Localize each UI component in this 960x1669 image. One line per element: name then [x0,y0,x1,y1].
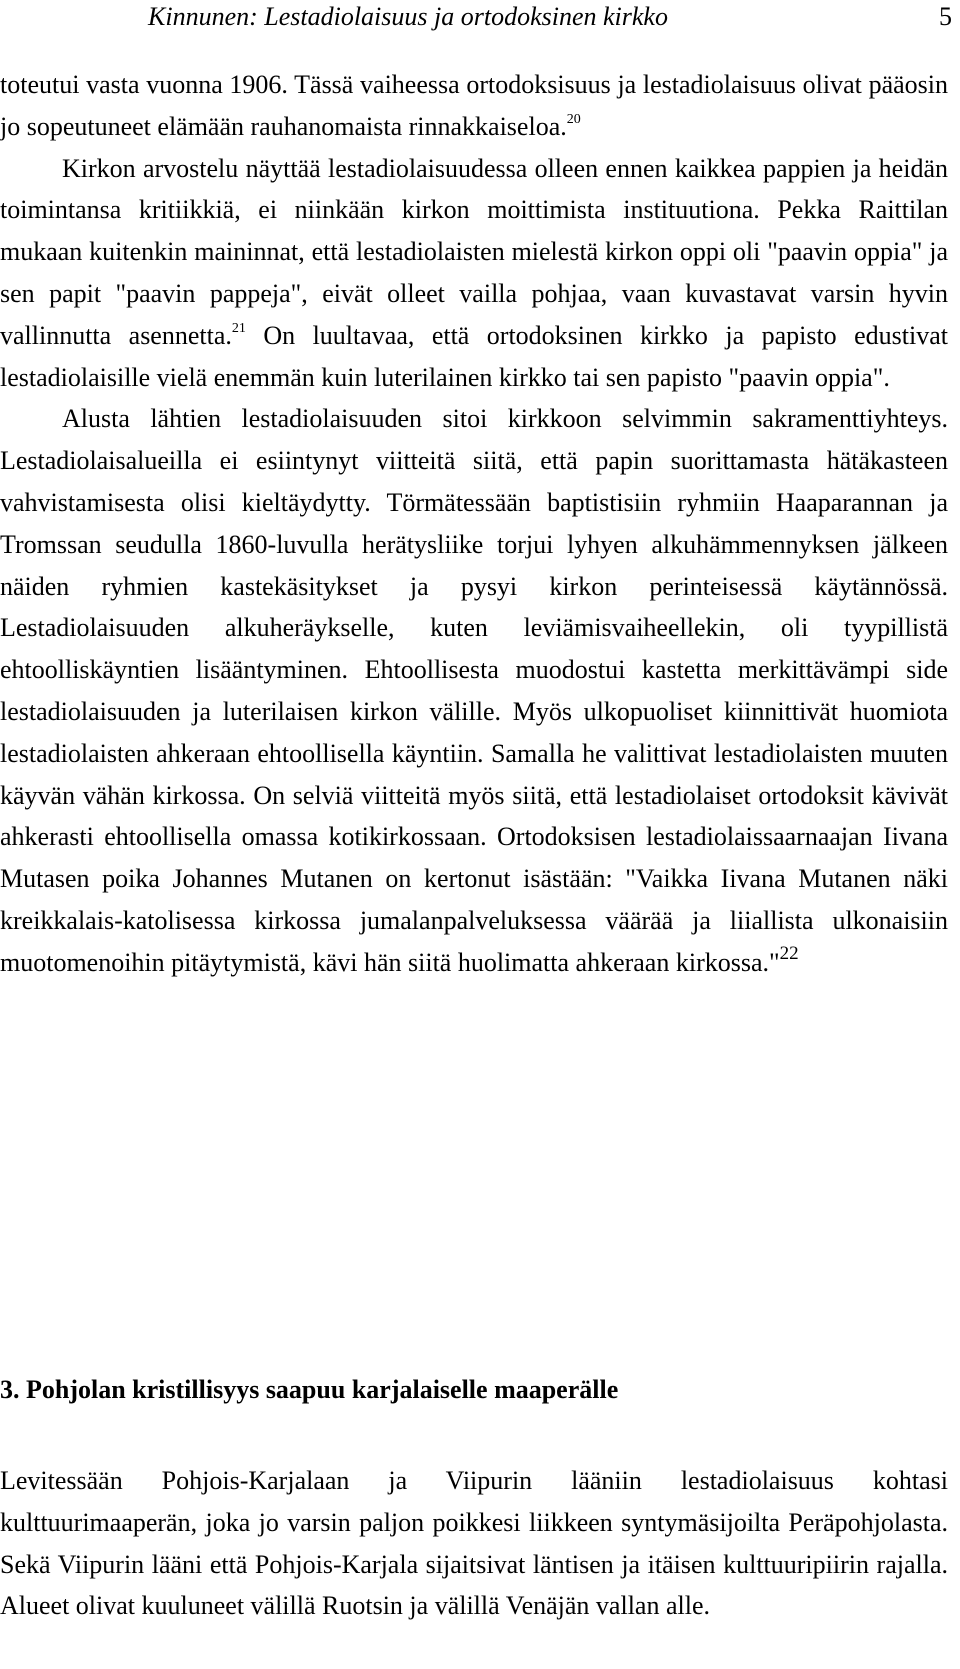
running-header [0,2,960,38]
paragraph-2-text-b: On luultavaa, että ortodoksinen kirkko ja papisto edustivat lestadiolaisille vielä enemmän kuin luterilainen kirkko tai sen papisto "paavin oppia". [0,320,948,392]
paragraph-2 [0,148,948,399]
paragraph-1-text: toteutui vasta vuonna 1906. Tässä vaiheessa ortodoksisuus ja lestadiolaisuus olivat pääosin jo sopeutuneet elämään rauhanomaista rinnakkaiseloa. [0,70,948,141]
page-number: 5 [939,2,952,31]
running-title: Kinnunen: Lestadiolaisuus ja ortodoksinen kirkko [148,2,668,31]
footnote-ref-21: 21 [231,320,246,336]
paragraph-3 [0,398,948,983]
section-heading: 3. Pohjolan kristillisyys saapuu karjalaiselle maaperälle [0,1375,619,1404]
footnote-ref-20: 20 [566,111,581,127]
section-paragraph: Levitessään Pohjois-Karjalaan ja Viipurin lääniin lestadiolaisuus kohtasi kulttuurimaaperän, joka jo varsin paljon poikkesi liikkeen syntymäsijoilta Peräpohjolasta. Sekä Viipurin lääni että Pohjois-Karjala sijaitsivat läntisen ja itäisen kulttuuripiirin rajalla. Alueet olivat kuuluneet välillä Ruotsin ja välillä Venäjän vallan alle. [0,1466,948,1621]
body-text [0,64,948,984]
section-body-text [0,1460,948,1627]
paragraph-2-text-a: Kirkon arvostelu näyttää lestadiolaisuudessa olleen ennen kaikkea pappien ja heidän toimintansa kritiikkiä, ei niinkään kirkon moittimista instituutiona. Pekka Raittilan mukaan kuitenkin maininnat, että lestadiolaisten mielestä kirkon oppi oli "paavin oppia" ja sen papit "paavin pappeja", eivät olleet vailla pohjaa, vaan kuvastavat varsin hyvin vallinnutta asennetta. [0,153,948,350]
paragraph-3-text: Alusta lähtien lestadiolaisuuden sitoi kirkkoon selvimmin sakramenttiyhteys. Lestadiolaisalueilla ei esiintynyt viitteitä siitä, että papin suorittamasta hätäkasteen vahvistamisesta olisi kieltäydytty. Törmätessään baptistisiin ryhmiin Haaparannan ja Tromssan seudulla 1860-luvulla herätysliike torjui lyhyen alkuhämmennyksen jälkeen näiden ryhmien kastekäsitykset ja pysyi kirkon perinteisessä käytännössä. Lestadiolaisuuden alkuheräykselle, kuten leviämisvaiheellekin, oli tyypillistä ehtoolliskäyntien lisääntyminen. Ehtoollisesta muodostui kastetta merkittävämpi side lestadiolaisuuden ja luterilaisen kirkon välille. Myös ulkopuoliset kiinnittivät huomiota lestadiolaisten ahkeraan ehtoollisella käyntiin. Samalla he valittivat lestadiolaisten muuten käyvän vähän kirkossa. On selviä viitteitä myös siitä, että lestadiolaiset ortodoksit kävivät ahkerasti ehtoollisella omassa kotikirkossaan. Ortodoksisen lestadiolaissaarnaajan Iivana Mutasen poika Johannes Mutanen on kertonut isästään: "Vaikka Iivana Mutanen näki kreikkalais-katolisessa kirkossa jumalanpalveluksessa väärää ja liiallista ulkonaisiin muotomenoihin pitäytymistä, kävi hän siitä huolimatta ahkeraan kirkossa." [0,404,948,977]
footnote-ref-22: 22 [779,942,799,964]
paragraph-1 [0,64,948,148]
